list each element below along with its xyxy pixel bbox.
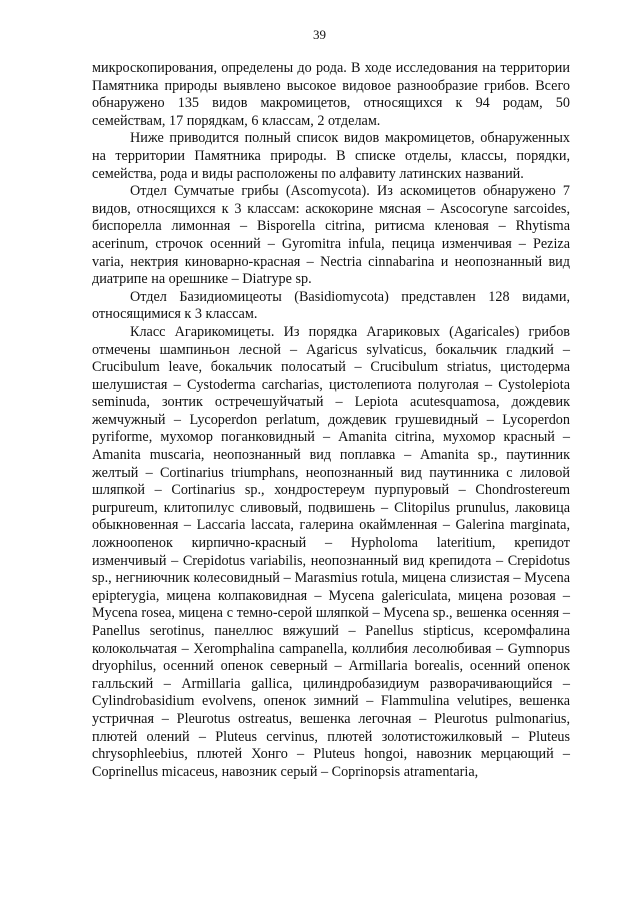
- paragraph-agaricomycetes: Класс Агарикомицеты. Из порядка Агариковых (Agaricales) грибов отмечены шампиньон лесной – Agaricus sylvaticus, бокальчик гладкий – Crucibulum leave, бокальчик полосатый – Crucibulum striatus, цистодерма шелушистая – Cystoderma carcharias, цистолепиота полуголая – Cystolepiota seminuda, зонтик остречешуйчатый – Lepiota acutesquamosa, дождевик жемчужный – Lycoperdon perlatum, дождевик грушевидный – Lycoperdon pyriforme, мухомор поганковидный – Amanita citrina, мухомор красный – Amanita muscaria, неопознанный вид поплавка – Amanita sp., паутинник желтый – Cortinarius triumphans, неопознанный вид паутинника с лиловой шляпкой – Cortinarius sp., хондростереум пурпуровый – Chondrostereum purpureum, клитопилус сливовый, подвишень – Clitopilus prunulus, лаковица обыкновенная – Laccaria laccata, галерина окаймленная – Galerina marginata, ложноопенок кирпично-красный – Hypholoma lateritium, крепидот изменчивый – Crepidotus variabilis, неопознанный вид крепидота – Crepidotus sp., негниючник колесовидный – Marasmius rotula, мицена слизистая – Mycena epipterygia, мицена колпаковидная – Mycena galericulata, мицена розовая – Mycena rosea, мицена с темно-серой шляпкой – Mycena sp., вешенка осенняя – Panellus serotinus, панеллюс вяжуший – Panellus stipticus, ксеромфалина колокольчатая – Xeromphalina campanella, коллибия лесолюбивая – Gymnopus dryophilus, осенний опенок северный – Armillaria borealis, осенний опенок галльский – Armillaria gallica, цилиндробазидиум разворачивающийся – Cylindrobasidium evolvens, опенок зимний – Flammulina velutipes, вешенка устричная – Pleurotus ostreatus, вешенка легочная – Pleurotus pulmonarius, плютей олений – Pluteus cervinus, плютей золотистожилковый – Pluteus chrysophleebius, плютей Хонго – Pluteus hongoi, навозник мерцающий – Coprinellus micaceus, навозник серый – Coprinopsis atramentaria,: [92, 323, 570, 780]
- paragraph-species-list-intro: Ниже приводится полный список видов макромицетов, обнаруженных на территории Памятника природы. В списке отделы, классы, порядки, семейства, рода и виды расположены по алфавиту латинских названий.: [92, 130, 570, 182]
- document-body: [92, 60, 570, 781]
- paragraph-basidiomycota: Отдел Базидиомицеоты (Basidiomycota) представлен 128 видами, относящимися к 3 классам.: [92, 288, 570, 323]
- paragraph-intro-results: микроскопирования, определены до рода. В ходе исследования на территории Памятника природы выявлено высокое видовое разнообразие грибов. Всего обнаружено 135 видов макромицетов, относящихся к 94 родам, 50 семействам, 17 порядкам, 6 классам, 2 отделам.: [92, 60, 570, 129]
- paragraph-ascomycota: Отдел Сумчатые грибы (Ascomycota). Из аскомицетов обнаружено 7 видов, относящихся к 3 классам: аскокорине мясная – Ascocoryne sarcoides, биспорелла лимонная – Bisporella citrina, ритисма кленовая – Rhytisma acerinum, строчок осенний – Gyromitra infula, пецица изменчивая – Peziza varia, нектрия киноварно-красная – Nectria cinnabarina и неопознанный вид диатрипе на орешнике – Diatrype sp.: [92, 183, 570, 288]
- page-number: 39: [313, 27, 326, 42]
